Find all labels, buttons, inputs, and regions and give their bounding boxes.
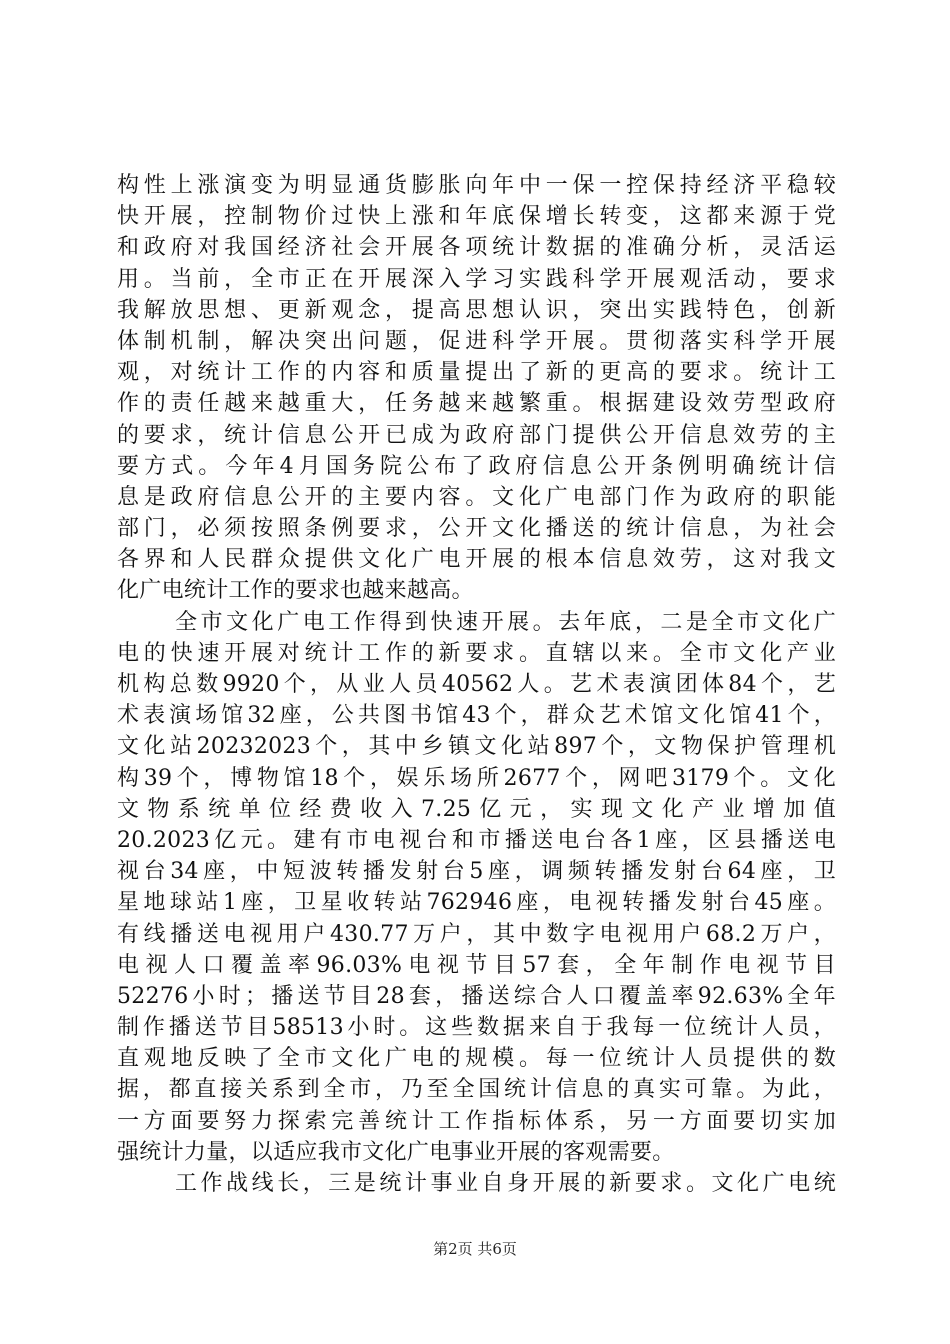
text-line: 体制机制，解决突出问题，促进科学开展。贯彻落实科学开展: [117, 328, 836, 354]
text-line: 各界和人民群众提供文化广电开展的根本信息效劳，这对我文: [117, 547, 836, 573]
text-line: 直观地反映了全市文化广电的规模。每一位统计人员提供的数: [117, 1046, 836, 1072]
text-line: 化广电统计工作的要求也越来越高。: [117, 578, 474, 604]
text-line: 电的快速开展对统计工作的新要求。直辖以来。全市文化产业: [117, 640, 836, 666]
text-line: 一方面要努力探索完善统计工作指标体系，另一方面要切实加: [117, 1108, 836, 1134]
text-line: 构39个，博物馆18个，娱乐场所2677个，网吧3179个。文化: [117, 765, 836, 791]
paragraph-first-line: 工作战线长，三是统计事业自身开展的新要求。文化广电统: [175, 1171, 836, 1196]
paragraph-first-line: 全市文化广电工作得到快速开展。去年底，二是全市文化广: [175, 609, 836, 635]
text-line: 电视人口覆盖率96.03%电视节目57套，全年制作电视节目: [117, 952, 836, 978]
text-line: 部门，必须按照条例要求，公开文化播送的统计信息，为社会: [117, 516, 836, 542]
text-line: 观，对统计工作的内容和质量提出了新的更高的要求。统计工: [117, 360, 836, 386]
text-line: 有线播送电视用户430.77万户，其中数字电视用户68.2万户，: [117, 921, 836, 947]
text-line: 机构总数9920个，从业人员40562人。艺术表演团体84个，艺: [117, 672, 836, 697]
text-line: 我解放思想、更新观念，提高思想认识，突出实践特色，创新: [117, 297, 836, 323]
page-number-footer: 第2页 共6页: [433, 1240, 517, 1258]
text-line: 要方式。今年4月国务院公布了政府信息公开条例明确统计信: [117, 453, 836, 479]
text-line: 20.2023亿元。建有市电视台和市播送电台各1座，区县播送电: [117, 827, 836, 853]
text-line: 用。当前，全市正在开展深入学习实践科学开展观活动，要求: [117, 266, 836, 292]
text-line: 52276小时；播送节目28套，播送综合人口覆盖率92.63%全年: [117, 983, 836, 1009]
text-line: 术表演场馆32座，公共图书馆43个，群众艺术馆文化馆41个，: [117, 703, 836, 729]
text-line: 的要求，统计信息公开已成为政府部门提供公开信息效劳的主: [117, 422, 836, 448]
body-text: [117, 170, 836, 1199]
text-line: 息是政府信息公开的主要内容。文化广电部门作为政府的职能: [117, 484, 836, 510]
text-line: 星地球站1座，卫星收转站762946座，电视转播发射台45座。: [117, 890, 836, 916]
text-line: 文物系统单位经费收入7.25亿元，实现文化产业增加值: [117, 796, 836, 822]
text-line: 文化站20232023个，其中乡镇文化站897个，文物保护管理机: [117, 734, 836, 760]
text-line: 据，都直接关系到全市，乃至全国统计信息的真实可靠。为此，: [117, 1077, 836, 1103]
text-line: 作的责任越来越重大，任务越来越繁重。根据建设效劳型政府: [117, 391, 836, 417]
text-line: 视台34座，中短波转播发射台5座，调频转播发射台64座，卫: [117, 859, 836, 885]
text-line: 强统计力量，以适应我市文化广电事业开展的客观需要。: [117, 1139, 675, 1165]
text-line: 制作播送节目58513小时。这些数据来自于我每一位统计人员，: [117, 1015, 836, 1041]
text-line: 快开展，控制物价过快上涨和年底保增长转变，这都来源于党: [117, 204, 836, 230]
text-line: 和政府对我国经济社会开展各项统计数据的准确分析，灵活运: [117, 235, 836, 261]
text-line: 构性上涨演变为明显通货膨胀向年中一保一控保持经济平稳较: [117, 173, 836, 198]
